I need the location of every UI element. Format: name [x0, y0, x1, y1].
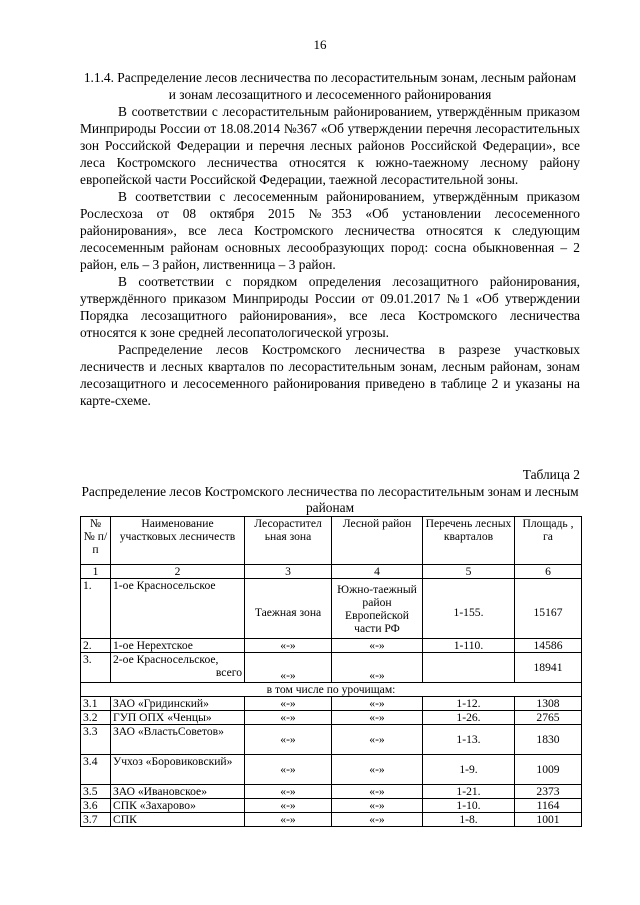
row-name-cell	[111, 653, 245, 683]
row-area: 1308	[515, 697, 582, 711]
row-num: 3.4	[81, 755, 111, 785]
row-num: 3.1	[81, 697, 111, 711]
row-zone: Таежная зона	[245, 579, 332, 639]
table-title: Распределение лесов Костромского лесничества по лесорастительным зонам и лесным районам	[81, 484, 579, 515]
row-region: «-»	[332, 653, 423, 683]
subheader-row	[81, 683, 582, 697]
table-row	[81, 725, 582, 755]
row-region: «-»	[332, 711, 423, 725]
row-area: 14586	[515, 639, 582, 653]
row-region: «-»	[332, 697, 423, 711]
row-num: 3.7	[81, 813, 111, 827]
paragraph-forest-growing: В соответствии с лесорастительным районированием, утверждённым приказом Минприроды России от 18.08.2014 №367 «Об утверждении перечня лесорастительных зон Российской Федерации и перечня лесных районов Российской Федерации», все леса Костромского лесничества относятся к южно-таежному лесному району европейской части Российской Федерации, таежной лесорастительной зоны.	[80, 104, 580, 187]
page-number: 16	[313, 37, 327, 52]
header-name: Наименование участковых лесничеств	[111, 517, 245, 565]
row-area: 1164	[515, 799, 582, 813]
col-number: 1	[81, 565, 111, 579]
row-name: ЗАО «Ивановское»	[111, 785, 245, 799]
row-quarters: 1-10.	[423, 799, 515, 813]
row-area: 1009	[515, 755, 582, 785]
row-region: «-»	[332, 725, 423, 755]
forest-distribution-table	[80, 516, 582, 827]
row-quarters: 1-26.	[423, 711, 515, 725]
row-zone: «-»	[245, 711, 332, 725]
row-zone: «-»	[245, 813, 332, 827]
row-zone: «-»	[245, 725, 332, 755]
table-row	[81, 755, 582, 785]
row-quarters: 1-9.	[423, 755, 515, 785]
table-row	[81, 711, 582, 725]
row-name: ЗАО «ВластьСоветов»	[111, 725, 245, 755]
row-area: 2373	[515, 785, 582, 799]
table-row	[81, 785, 582, 799]
paragraph-forest-protection: В соответствии с порядком определения лесозащитного районирования, утверждённого приказом Минприроды России от 09.01.2017 №1 «Об утверждении Порядка лесозащитного районирования», все леса Костромского лесничества относятся к зоне средней лесопатологической угрозы.	[80, 274, 580, 340]
row-region: «-»	[332, 813, 423, 827]
header-num: № № п/п	[81, 517, 111, 565]
paragraph-distribution: Распределение лесов Костромского лесничества в разрезе участковых лесничеств и лесных кварталов по лесорастительным зонам, лесным районам, зонам лесозащитного и лесосеменного районирования приведено в таблице 2 и указаны на карте-схеме.	[80, 342, 580, 408]
row-zone: «-»	[245, 755, 332, 785]
col-number: 3	[245, 565, 332, 579]
row-region: «-»	[332, 785, 423, 799]
row-num: 3.2	[81, 711, 111, 725]
col-number: 6	[515, 565, 582, 579]
header-area: Площадь , га	[515, 517, 582, 565]
row-quarters: 1-21.	[423, 785, 515, 799]
body-text	[80, 103, 580, 409]
row-name: СПК «Захарово»	[111, 799, 245, 813]
row-zone: «-»	[245, 639, 332, 653]
table-header-row	[81, 517, 582, 565]
table-row	[81, 653, 582, 683]
row-name-total: всего	[215, 666, 242, 679]
row-zone: «-»	[245, 697, 332, 711]
row-num: 3.5	[81, 785, 111, 799]
row-quarters: 1-110.	[423, 639, 515, 653]
row-name: СПК	[111, 813, 245, 827]
table-row	[81, 697, 582, 711]
header-region: Лесной район	[332, 517, 423, 565]
subheader-cell: в том числе по урочищам:	[81, 683, 582, 697]
table-row	[81, 813, 582, 827]
header-zone: Лесорастител ьная зона	[245, 517, 332, 565]
row-region: «-»	[332, 639, 423, 653]
table-row	[81, 639, 582, 653]
col-number: 5	[423, 565, 515, 579]
row-zone: «-»	[245, 799, 332, 813]
row-area: 15167	[515, 579, 582, 639]
row-quarters: 1-155.	[423, 579, 515, 639]
row-name: 1-ое Красносельское	[111, 579, 245, 639]
section-heading: 1.1.4. Распределение лесов лесничества по лесорастительным зонам, лесным районам и зонам лесозащитного и лесосеменного районирования	[83, 70, 577, 102]
row-area: 1001	[515, 813, 582, 827]
row-num: 3.6	[81, 799, 111, 813]
row-quarters: 1-8.	[423, 813, 515, 827]
row-name: ГУП ОПХ «Ченцы»	[111, 711, 245, 725]
row-quarters	[423, 653, 515, 683]
col-number: 2	[111, 565, 245, 579]
header-quarters: Перечень лесных кварталов	[423, 517, 515, 565]
row-area: 1830	[515, 725, 582, 755]
row-area: 2765	[515, 711, 582, 725]
row-name: 2-ое Красносельское,	[113, 653, 219, 666]
table-row	[81, 579, 582, 639]
row-num: 1.	[81, 579, 111, 639]
row-area: 18941	[515, 653, 582, 683]
col-number: 4	[332, 565, 423, 579]
row-name: Учхоз «Боровиковский»	[111, 755, 245, 785]
row-region: «-»	[332, 755, 423, 785]
row-num: 3.3	[81, 725, 111, 755]
row-zone: «-»	[245, 653, 332, 683]
table-row	[81, 799, 582, 813]
paragraph-seed-zoning: В соответствии с лесосеменным районированием, утверждённым приказом Рослесхоза от 08 октября 2015 №353 «Об установлении лесосеменного районирования», все леса Костромского лесничества относятся к следующим лесосеменным районам основных лесообразующих пород: сосна обыкновенная – 2 район, ель – 3 район, лиственница – 3 район.	[80, 189, 580, 272]
row-name: 1-ое Нерехтское	[111, 639, 245, 653]
column-number-row	[81, 565, 582, 579]
row-quarters: 1-12.	[423, 697, 515, 711]
row-num: 2.	[81, 639, 111, 653]
row-name: ЗАО «Гридинский»	[111, 697, 245, 711]
row-region: «-»	[332, 799, 423, 813]
row-quarters: 1-13.	[423, 725, 515, 755]
row-zone: «-»	[245, 785, 332, 799]
row-num: 3.	[81, 653, 111, 683]
table-label: Таблица 2	[522, 467, 580, 482]
row-region: Южно-таежный район Европейской части РФ	[332, 579, 423, 639]
